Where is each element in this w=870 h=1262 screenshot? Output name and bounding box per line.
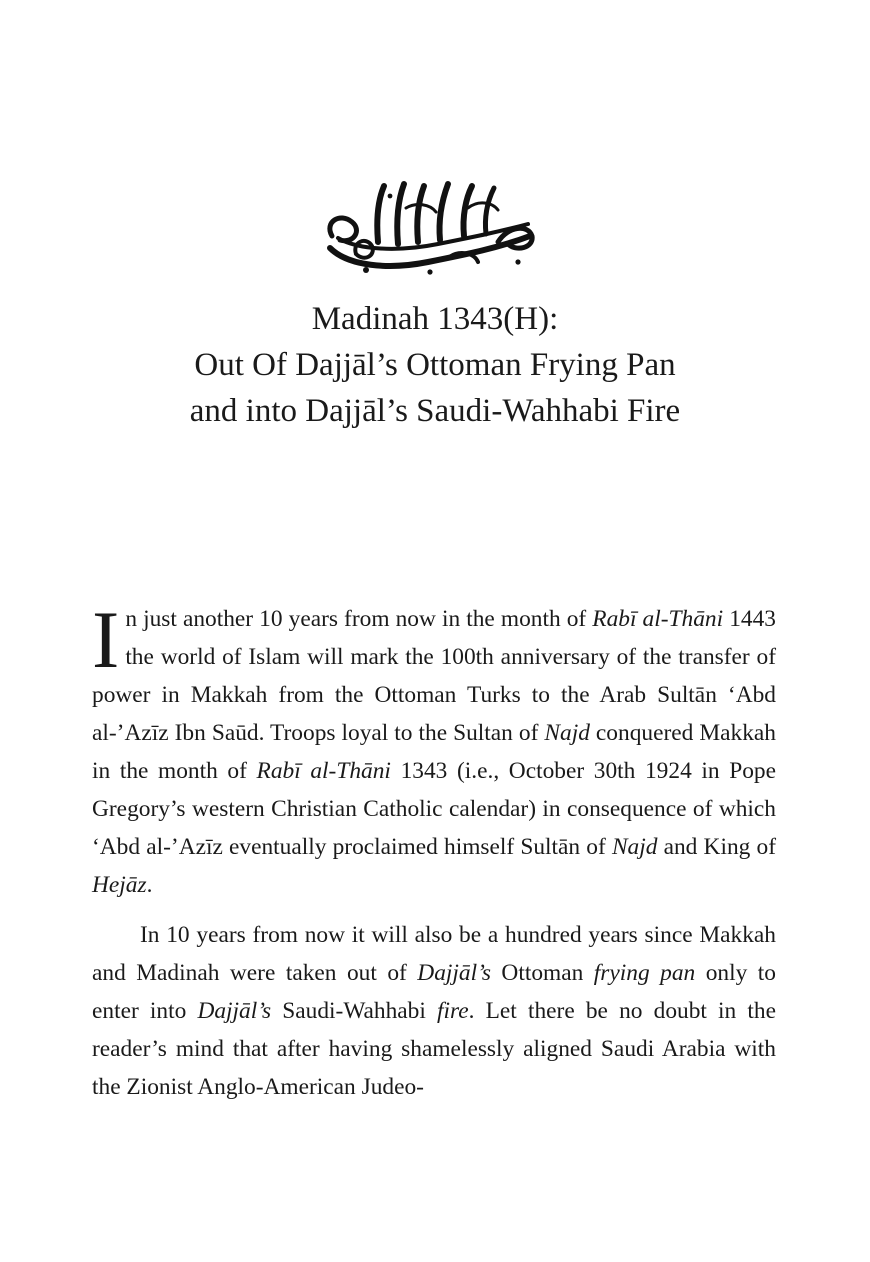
italic-term: frying pan	[593, 960, 696, 986]
text-run: .	[146, 872, 153, 898]
italic-term: Hejāz	[92, 872, 147, 898]
text-run: . Let there be no doubt in the reader’s mind that after having shamelessly aligned Saudi Arabia with the Zionist Anglo-American Judeo-	[92, 998, 776, 1100]
italic-term: Najd	[611, 834, 658, 860]
title-line-3: and into Dajjāl’s Saudi-Wahhabi Fire	[189, 393, 681, 429]
text-run: Ottoman	[490, 960, 594, 986]
italic-term: Dajjāl’s	[417, 960, 491, 986]
text-run: In 10 years from now it will also be a hundred years since Makkah and Madinah were taken out of	[92, 922, 776, 986]
italic-term: Najd	[544, 720, 590, 746]
text-run: n just another 10 years from now in the month of	[125, 606, 593, 632]
text-run: 1343 (i.e., October 30th 1924 in Pope Gregory’s western Christian Catholic calendar) in consequence of which ‘Abd al-’Azīz eventually proclaimed himself Sultān of	[92, 758, 776, 860]
body-text	[92, 594, 776, 1106]
italic-term: Rabī al-Thāni	[592, 606, 724, 632]
text-run: only to enter into	[92, 960, 776, 1024]
bismillah-calligraphy-icon	[318, 178, 540, 278]
italic-term: fire	[437, 998, 469, 1024]
italic-term: Dajjāl’s	[197, 998, 272, 1024]
text-run: 1443 the world of Islam will mark the 100th anniversary of the transfer of power in Makkah from the Ottoman Turks to the Arab Sultān ‘Abd al-’Azīz Ibn Saūd. Troops loyal to the Sultan of	[92, 606, 776, 746]
paragraph-1	[92, 594, 776, 904]
drop-cap: I	[92, 594, 120, 685]
paragraph-2	[92, 916, 776, 1106]
title-line-1: Madinah 1343(H):	[311, 301, 559, 337]
title-line-2: Out Of Dajjāl’s Ottoman Frying Pan	[194, 347, 676, 383]
text-run: and King of	[657, 834, 776, 860]
text-run: Saudi-Wahhabi	[271, 998, 438, 1024]
chapter-title	[0, 296, 870, 434]
text-run: conquered Makkah in the month of	[92, 720, 776, 784]
italic-term: Rabī al-Thāni	[256, 758, 391, 784]
